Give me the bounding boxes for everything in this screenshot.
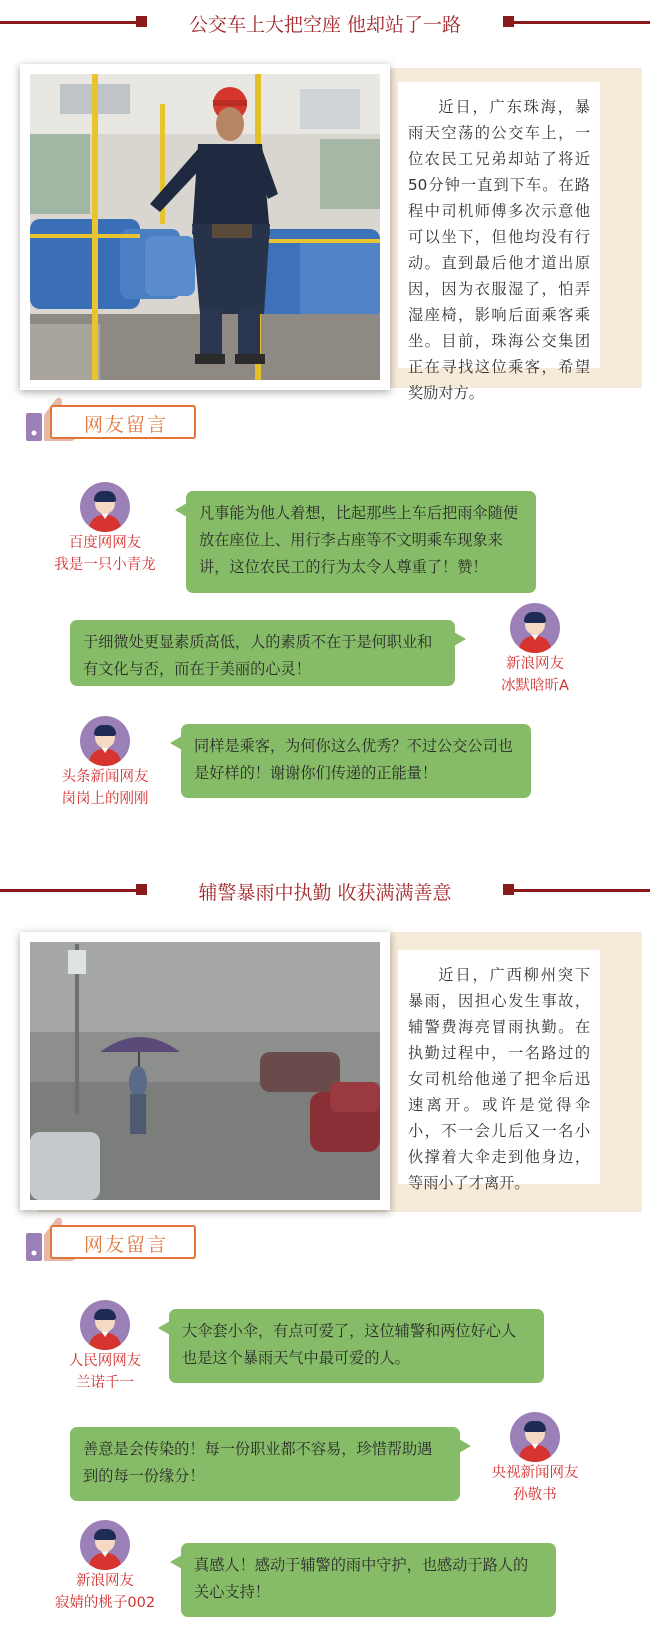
commenter-name: 寂婧的桃子002 [54, 1595, 156, 1611]
comment-tag-label: 网友留言 [84, 414, 169, 436]
commenter-3 [40, 766, 170, 810]
comment-bubble-6: 真感人！感动于辅警的雨中守护，也感动于路人的关心支持！ [181, 1543, 556, 1617]
user-avatar-icon [510, 603, 560, 653]
title-rule-left [0, 889, 138, 892]
commenter-name: 兰诺千一 [76, 1375, 134, 1391]
commenter-5 [470, 1462, 600, 1506]
commenter-source: 百度网网友 [68, 535, 142, 551]
comment-bubble-3: 同样是乘客，为何你这么优秀？不过公交公司也是好样的！谢谢你们传递的正能量！ [181, 724, 531, 798]
rain-photo-frame [20, 932, 390, 1210]
section-2-story [20, 932, 642, 1212]
title-square-left [136, 16, 147, 27]
comment-tag-label: 网友留言 [84, 1234, 169, 1256]
title-rule-right [512, 21, 650, 24]
bus-passenger-photo [20, 64, 390, 390]
commenter-4 [40, 1350, 170, 1394]
section-1-title: 公交车上大把空座 他却站了一路 [188, 14, 462, 36]
comment-bubble-5: 善意是会传染的！每一份职业都不容易，珍惜帮助遇到的每一份缘分！ [70, 1427, 460, 1501]
section-1-story [20, 64, 642, 402]
title-square-left [136, 884, 147, 895]
commenter-source: 头条新闻网友 [61, 769, 149, 785]
commenter-name: 冰默晗昕A [501, 678, 569, 694]
commenter-source: 央视新闻网友 [491, 1465, 579, 1481]
commenter-source: 新浪网友 [76, 1573, 134, 1589]
section-1-header [0, 2, 650, 42]
title-rule-right [512, 889, 650, 892]
commenter-source: 新浪网友 [506, 656, 564, 672]
story-1-text: 近日，广东珠海，暴雨天空荡的公交车上，一位农民工兄弟却站了将近50分钟一直到下车。在路程中司机师傅多次示意他可以坐下，但他均没有行动。直到最后他才道出原因，因为衣服湿了，怕弄湿座椅，影响后面乘客乘坐。目前，珠海公交集团正在寻找这位乘客，希望奖励对方。 [398, 82, 600, 368]
comment-tag-2 [22, 1215, 197, 1263]
rain-traffic-photo [20, 932, 390, 1210]
user-avatar-icon [80, 1520, 130, 1570]
title-rule-left [0, 21, 138, 24]
comment-bubble-4: 大伞套小伞，有点可爱了，这位辅警和两位好心人也是这个暴雨天气中最可爱的人。 [169, 1309, 544, 1383]
commenter-6 [40, 1570, 170, 1614]
commenter-name: 孙敬书 [513, 1487, 557, 1503]
commenter-1 [40, 532, 170, 576]
bus-photo-frame [20, 64, 390, 390]
comment-bubble-2: 于细微处更显素质高低，人的素质不在于是何职业和有文化与否，而在于美丽的心灵！ [70, 620, 455, 686]
section-2-header [0, 870, 650, 910]
comment-bubble-1: 凡事能为他人着想，比起那些上车后把雨伞随便放在座位上、用行李占座等不文明乘车现象来讲，这位农民工的行为太令人尊重了！赞！ [186, 491, 536, 593]
commenter-source: 人民网网友 [68, 1353, 142, 1369]
commenter-name: 我是一只小青龙 [54, 557, 156, 573]
user-avatar-icon [80, 716, 130, 766]
section-2-title: 辅警暴雨中执勤 收获满满善意 [198, 882, 452, 904]
commenter-name: 岗岗上的刚刚 [61, 791, 149, 807]
story-2-text: 近日，广西柳州突下暴雨，因担心发生事故，辅警费海亮冒雨执勤。在执勤过程中，一名路过的女司机给他递了把伞后迅速离开。或许是觉得伞小，不一会儿后又一名小伙撑着大伞走到他身边，等雨小了才离开。 [398, 950, 600, 1184]
user-avatar-icon [80, 1300, 130, 1350]
user-avatar-icon [80, 482, 130, 532]
commenter-2 [470, 653, 600, 697]
user-avatar-icon [510, 1412, 560, 1462]
comment-tag-1 [22, 395, 197, 443]
